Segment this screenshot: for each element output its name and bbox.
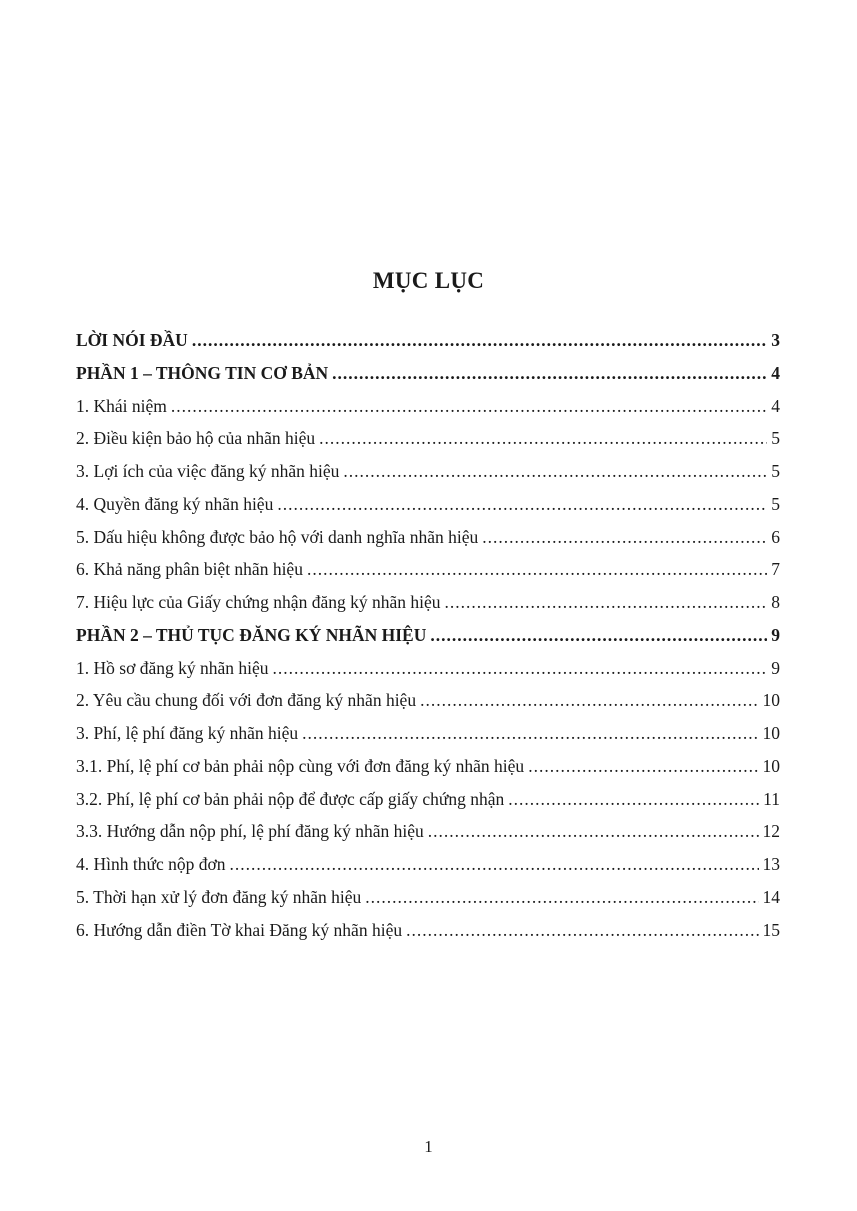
- toc-entry-page: 12: [762, 821, 780, 842]
- toc-entry[interactable]: [76, 848, 780, 881]
- toc-entry-label: 3. Lợi ích của việc đăng ký nhãn hiệu: [76, 461, 340, 481]
- dot-leader: [343, 455, 767, 488]
- dot-leader: [273, 652, 768, 685]
- toc-entry-label: 4. Quyền đăng ký nhãn hiệu: [76, 493, 274, 514]
- toc-entry[interactable]: [76, 488, 780, 521]
- dot-leader: [482, 521, 767, 554]
- toc-entry-label: 3.2. Phí, lệ phí cơ bản phải nộp để được cấp giấy chứng nhận: [76, 788, 505, 809]
- dot-leader: [508, 783, 759, 816]
- toc-entry[interactable]: [76, 586, 780, 619]
- toc-entry[interactable]: [76, 455, 780, 488]
- toc-entry-label: 3.1. Phí, lệ phí cơ bản phải nộp cùng với đơn đăng ký nhãn hiệu: [76, 755, 525, 776]
- toc-entry-page: 8: [771, 592, 780, 612]
- toc-entry-label: 1. Hồ sơ đăng ký nhãn hiệu: [76, 657, 269, 678]
- dot-leader: [528, 750, 758, 783]
- toc-entry-page: 4: [771, 362, 780, 383]
- table-of-contents: [76, 324, 780, 946]
- dot-leader: [319, 422, 767, 455]
- toc-entry-page: 5: [771, 428, 780, 449]
- toc-entry-page: 9: [771, 657, 780, 678]
- toc-entry-page: 7: [771, 559, 780, 580]
- page-title: MỤC LỤC: [372, 268, 485, 293]
- dot-leader: [332, 357, 767, 390]
- toc-entry-label: 3. Phí, lệ phí đăng ký nhãn hiệu: [76, 723, 299, 743]
- dot-leader: [445, 586, 768, 619]
- dot-leader: [430, 619, 767, 652]
- toc-entry-page: 14: [762, 886, 780, 907]
- dot-leader: [302, 717, 758, 750]
- toc-entry[interactable]: [76, 914, 780, 947]
- toc-entry-label: 5. Thời hạn xử lý đơn đăng ký nhãn hiệu: [76, 886, 362, 907]
- toc-entry-label: 5. Dấu hiệu không được bảo hộ với danh nghĩa nhãn hiệu: [76, 526, 479, 547]
- toc-entry-page: 15: [762, 919, 780, 940]
- toc-entry-label: 2. Điều kiện bảo hộ của nhãn hiệu: [76, 428, 316, 449]
- toc-entry-label: 6. Khả năng phân biệt nhãn hiệu: [76, 559, 303, 580]
- toc-entry[interactable]: [76, 750, 780, 783]
- toc-entry[interactable]: [76, 553, 780, 586]
- dot-leader: [307, 553, 767, 586]
- toc-entry-label: 7. Hiệu lực của Giấy chứng nhận đăng ký nhãn hiệu: [76, 592, 441, 612]
- toc-entry-label: PHẦN 1 – THÔNG TIN CƠ BẢN: [76, 362, 329, 383]
- dot-leader: [428, 815, 759, 848]
- toc-entry-page: 11: [763, 788, 780, 809]
- page-number: 1: [424, 1137, 433, 1156]
- dot-leader: [365, 881, 758, 914]
- toc-entry-label: 4. Hình thức nộp đơn: [76, 854, 226, 874]
- toc-entry-page: 13: [762, 854, 780, 874]
- toc-entry-page: 6: [771, 526, 780, 547]
- toc-entry-page: 5: [771, 461, 780, 481]
- dot-leader: [192, 324, 767, 357]
- dot-leader: [230, 848, 759, 881]
- toc-entry-page: 5: [771, 493, 780, 514]
- toc-entry-label: PHẦN 2 – THỦ TỤC ĐĂNG KÝ NHÃN HIỆU: [76, 624, 427, 645]
- toc-entry[interactable]: [76, 652, 780, 685]
- toc-entry-page: 9: [771, 624, 780, 645]
- toc-entry-label: 6. Hướng dẫn điền Tờ khai Đăng ký nhãn hiệu: [76, 919, 403, 940]
- toc-entry[interactable]: [76, 684, 780, 717]
- toc-entry[interactable]: [76, 324, 780, 357]
- toc-entry-label: LỜI NÓI ĐẦU: [76, 330, 188, 350]
- dot-leader: [171, 390, 767, 423]
- toc-entry-page: 10: [762, 690, 780, 711]
- toc-entry[interactable]: [76, 390, 780, 423]
- toc-entry-label: 2. Yêu cầu chung đối với đơn đăng ký nhãn hiệu: [76, 690, 417, 711]
- toc-entry-page: 10: [762, 723, 780, 743]
- toc-entry-label: 1. Khái niệm: [76, 395, 167, 416]
- toc-entry[interactable]: [76, 815, 780, 848]
- toc-entry[interactable]: [76, 881, 780, 914]
- toc-entry-page: 3: [771, 330, 780, 350]
- toc-entry[interactable]: [76, 422, 780, 455]
- toc-entry-page: 4: [771, 395, 780, 416]
- dot-leader: [406, 914, 758, 947]
- dot-leader: [420, 684, 758, 717]
- toc-entry[interactable]: [76, 717, 780, 750]
- toc-entry[interactable]: [76, 619, 780, 652]
- toc-entry[interactable]: [76, 521, 780, 554]
- toc-entry-label: 3.3. Hướng dẫn nộp phí, lệ phí đăng ký nhãn hiệu: [76, 821, 424, 842]
- toc-entry-page: 10: [762, 755, 780, 776]
- dot-leader: [277, 488, 767, 521]
- toc-entry[interactable]: [76, 783, 780, 816]
- toc-entry[interactable]: [76, 357, 780, 390]
